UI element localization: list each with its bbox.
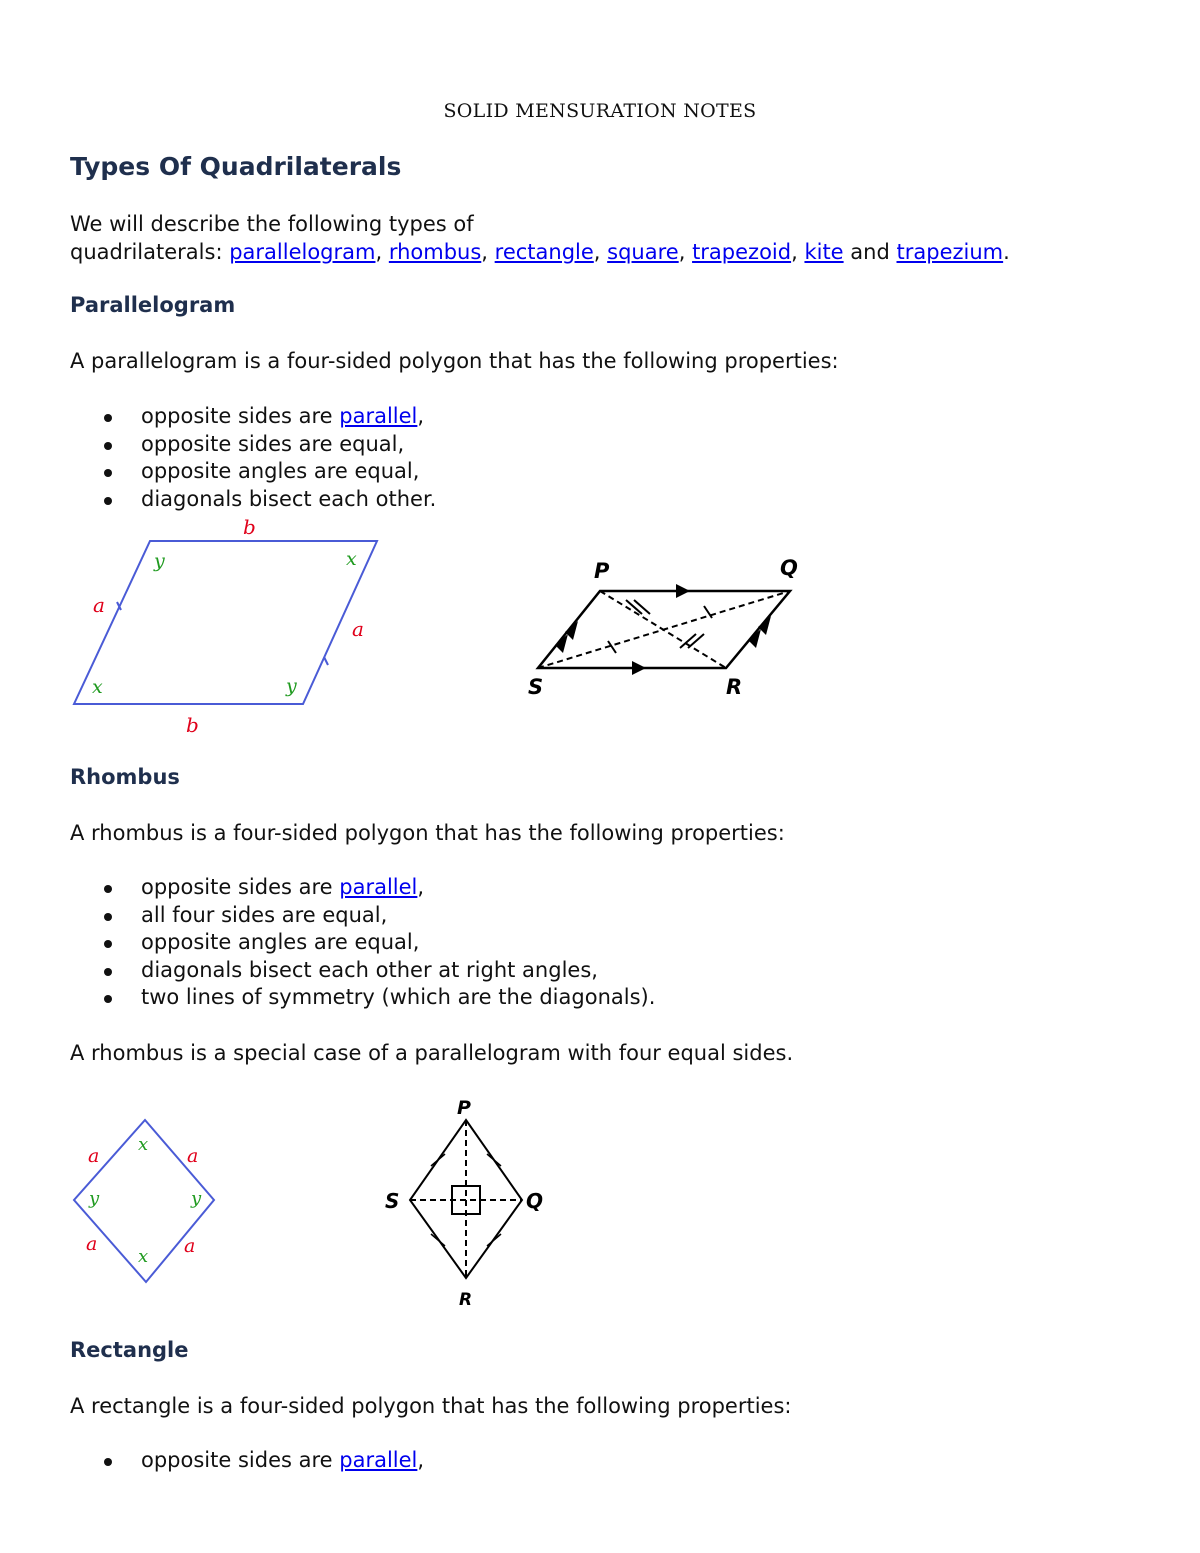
list-item xyxy=(70,1447,424,1475)
side-a-label: a xyxy=(187,1145,199,1167)
bullet-text: opposite sides are xyxy=(141,875,340,899)
list-item xyxy=(70,874,655,902)
link-parallel[interactable]: parallel xyxy=(339,875,418,899)
list-item: all four sides are equal, xyxy=(70,902,655,930)
angle-y-left-label: y xyxy=(89,1188,100,1209)
intro-and: and xyxy=(850,240,890,264)
angle-x-bottom-label: x xyxy=(138,1246,149,1267)
angle-x-top-label: x xyxy=(138,1134,149,1155)
rectangle-properties xyxy=(70,1447,424,1475)
vertex-q-label: Q xyxy=(780,556,798,580)
rhombus-description: A rhombus is a four-sided polygon that has the following properties: xyxy=(70,821,785,845)
link-rhombus[interactable]: rhombus xyxy=(388,240,482,264)
side-a-label: a xyxy=(86,1233,98,1255)
page-heading: Types Of Quadrilaterals xyxy=(70,152,402,181)
bullet-suffix: , xyxy=(417,875,425,899)
link-trapezium[interactable]: trapezium xyxy=(896,240,1004,264)
parallelogram-pqrs-figure xyxy=(520,548,810,708)
link-trapezoid[interactable]: trapezoid xyxy=(692,240,792,264)
vertex-r-label: R xyxy=(726,675,743,699)
rhombus-note: A rhombus is a special case of a parallelogram with four equal sides. xyxy=(70,1041,794,1065)
link-rectangle[interactable]: rectangle xyxy=(494,240,594,264)
list-item: opposite sides are equal, xyxy=(70,431,436,459)
bullet-text: opposite sides are xyxy=(141,404,340,428)
link-parallel[interactable]: parallel xyxy=(339,404,418,428)
vertex-s-label: S xyxy=(385,1189,400,1213)
parallelogram-properties xyxy=(70,403,436,513)
side-b-bottom-label: b xyxy=(186,713,199,737)
vertex-s-label: S xyxy=(528,675,544,699)
angle-x-bottom-left-label: x xyxy=(92,676,103,698)
list-item: two lines of symmetry (which are the diagonals). xyxy=(70,984,655,1012)
rhombus-properties xyxy=(70,874,655,1012)
link-parallel[interactable]: parallel xyxy=(339,1448,418,1472)
bullet-suffix: , xyxy=(417,404,425,428)
angle-x-top-right-label: x xyxy=(346,548,357,570)
angle-y-right-label: y xyxy=(191,1188,202,1209)
intro-line-1: We will describe the following types of xyxy=(70,212,474,236)
list-item: diagonals bisect each other at right angles, xyxy=(70,957,655,985)
side-b-top-label: b xyxy=(243,515,256,539)
list-item: opposite angles are equal, xyxy=(70,458,436,486)
vertex-r-label: R xyxy=(459,1290,473,1310)
parallelogram-heading: Parallelogram xyxy=(70,293,236,317)
list-item xyxy=(70,403,436,431)
vertex-q-label: Q xyxy=(526,1189,544,1213)
bullet-suffix: , xyxy=(417,1448,425,1472)
link-parallelogram[interactable]: parallelogram xyxy=(229,240,376,264)
bullet-text: opposite sides are xyxy=(141,1448,340,1472)
link-kite[interactable]: kite xyxy=(804,240,844,264)
link-square[interactable]: square xyxy=(607,240,679,264)
side-a-left-label: a xyxy=(93,593,105,617)
angle-y-bottom-right-label: y xyxy=(286,675,297,697)
intro-paragraph: We will describe the following types of quadrilaterals: parallelogram, rhombus, rectangle, square, trapezoid, kite and trapezium. xyxy=(70,212,1010,264)
intro-prefix: quadrilaterals: xyxy=(70,240,230,264)
side-a-label: a xyxy=(184,1235,196,1257)
parallelogram-description: A parallelogram is a four-sided polygon that has the following properties: xyxy=(70,349,839,373)
side-a-right-label: a xyxy=(352,617,364,641)
rhombus-heading: Rhombus xyxy=(70,765,180,789)
list-item: diagonals bisect each other. xyxy=(70,486,436,514)
rectangle-description: A rectangle is a four-sided polygon that has the following properties: xyxy=(70,1394,792,1418)
rhombus-pqrs-figure xyxy=(375,1090,560,1315)
angle-y-top-left-label: y xyxy=(154,550,165,572)
list-item: opposite angles are equal, xyxy=(70,929,655,957)
vertex-p-label: P xyxy=(594,559,610,583)
rectangle-heading: Rectangle xyxy=(70,1338,189,1362)
vertex-p-label: P xyxy=(457,1097,471,1119)
intro-end: . xyxy=(1003,240,1010,264)
side-a-label: a xyxy=(88,1145,100,1167)
rhombus-labeled-figure xyxy=(60,1110,230,1295)
document-title: SOLID MENSURATION NOTES xyxy=(443,100,757,122)
parallelogram-labeled-figure xyxy=(60,510,390,740)
